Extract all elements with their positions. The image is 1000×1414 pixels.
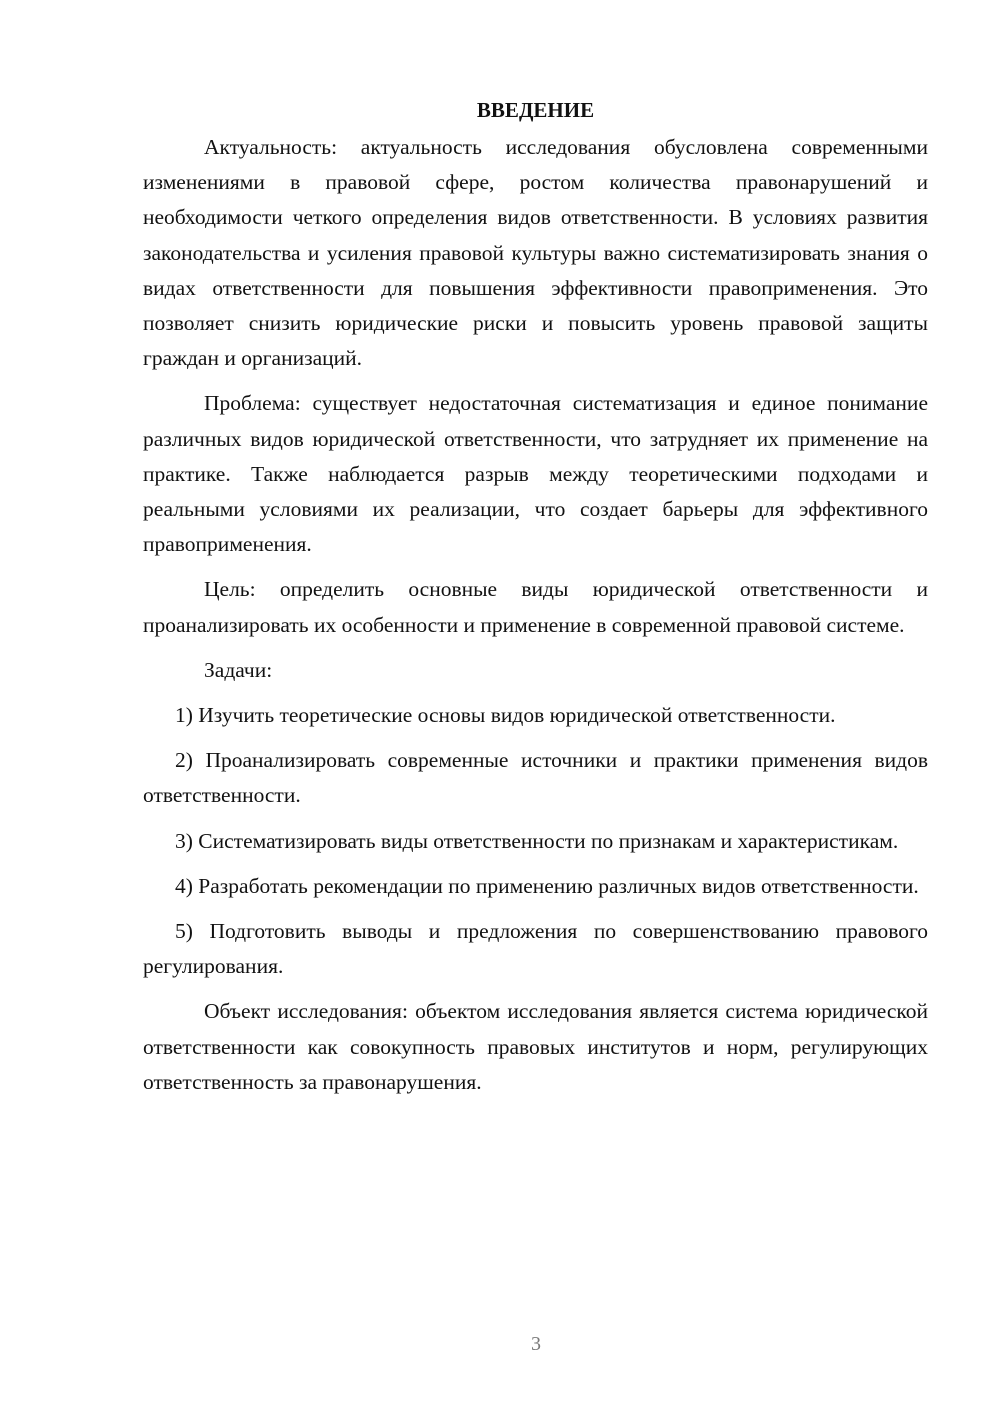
list-item: 5) Подготовить выводы и предложения по совершенствованию правового регулирования. bbox=[143, 919, 928, 979]
task-list bbox=[143, 698, 928, 984]
list-item: 3) Систематизировать виды ответственности по признакам и характеристикам. bbox=[175, 828, 899, 853]
tasks-heading: Задачи: bbox=[204, 657, 273, 682]
page-number: 3 bbox=[531, 1333, 541, 1355]
list-item: 1) Изучить теоретические основы видов юридической ответственности. bbox=[175, 703, 836, 728]
list-item: 2) Проанализировать современные источники и практики применения видов ответственности. bbox=[143, 748, 928, 808]
paragraph-relevance: Актуальность: актуальность исследования обусловлена современными изменениями в правовой сфере, ростом количества правонарушений и необходимости четкого определения видов ответственности. В условиях развития законодательства и усиления правовой культуры важно систематизировать знания о видах ответственности для повышения эффективности правоприменения. Это позволяет снизить юридические риски и повысить уровень правовой защиты граждан и организаций. bbox=[143, 135, 928, 371]
list-item: 4) Разработать рекомендации по применению различных видов ответственности. bbox=[175, 873, 919, 898]
page-body bbox=[143, 95, 928, 1100]
paragraph-problem: Проблема: существует недостаточная систематизация и единое понимание различных видов юридической ответственности, что затрудняет их применение на практике. Также наблюдается разрыв между теоретическими подходами и реальными условиями их реализации, что создает барьеры для эффективного правоприменения. bbox=[143, 391, 928, 557]
paragraph-goal: Цель: определить основные виды юридической ответственности и проанализировать их особенности и применение в современной правовой системе. bbox=[143, 577, 928, 637]
paragraph-object: Объект исследования: объектом исследования является система юридической ответственности как совокупность правовых институтов и норм, регулирующих ответственность за правонарушения. bbox=[143, 999, 928, 1094]
page-title: ВВЕДЕНИЕ bbox=[476, 98, 595, 122]
